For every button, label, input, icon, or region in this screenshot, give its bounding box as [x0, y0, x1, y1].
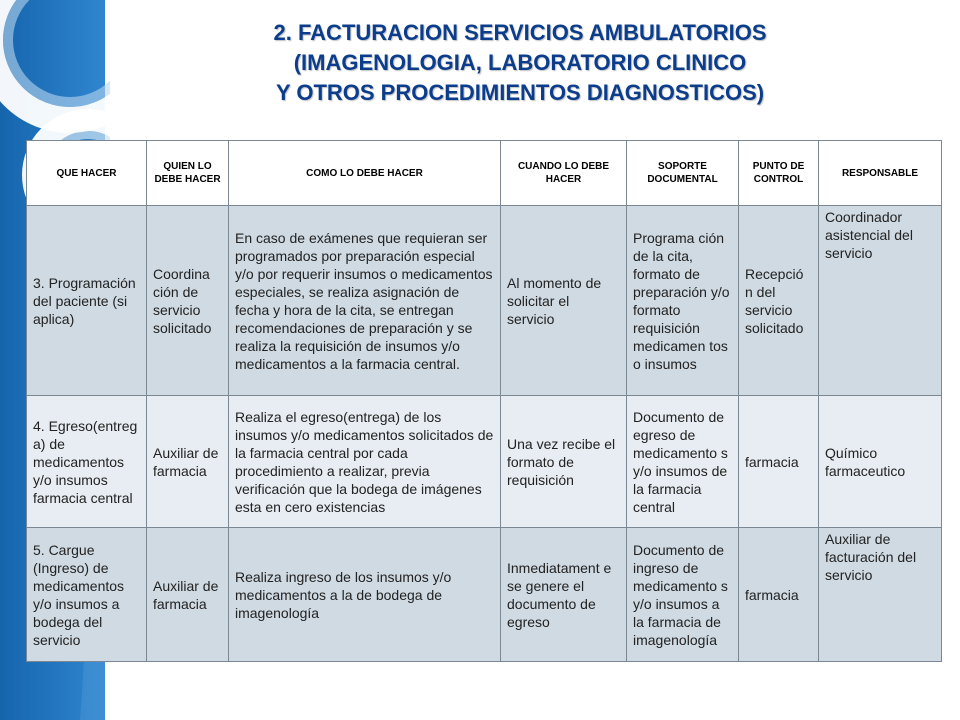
header-que-hacer: QUE HACER [27, 141, 147, 206]
cell-cuando: Inmediatament e se genere el documento de egreso [501, 528, 627, 662]
title-line-1: 2. FACTURACION SERVICIOS AMBULATORIOS [273, 20, 767, 45]
title-line-2: (IMAGENOLOGIA, LABORATORIO CLINICO [293, 50, 747, 75]
table-row [27, 206, 942, 396]
header-quien: QUIEN LO DEBE HACER [147, 141, 229, 206]
cell-que-hacer: 5. Cargue (Ingreso) de medicamentos y/o insumos a bodega del servicio [27, 528, 147, 662]
table-header-row [27, 141, 942, 206]
cell-soporte: Documento de ingreso de medicamento s y/o insumos a la farmacia de imagenología [627, 528, 739, 662]
header-punto-control: PUNTO DE CONTROL [739, 141, 819, 206]
cell-quien: Coordina ción de servicio solicitado [147, 206, 229, 396]
header-soporte: SOPORTE DOCUMENTAL [627, 141, 739, 206]
cell-punto-control: farmacia [739, 528, 819, 662]
cell-responsable: Coordinador asistencial del servicio [819, 206, 942, 396]
header-cuando: CUANDO LO DEBE HACER [501, 141, 627, 206]
cell-quien: Auxiliar de farmacia [147, 396, 229, 528]
table-row [27, 528, 942, 662]
cell-que-hacer: 4. Egreso(entreg a) de medicamentos y/o insumos farmacia central [27, 396, 147, 528]
cell-soporte: Programa ción de la cita, formato de preparación y/o formato requisición medicamen tos o insumos [627, 206, 739, 396]
table-row [27, 396, 942, 528]
cell-cuando: Una vez recibe el formato de requisición [501, 396, 627, 528]
cell-quien: Auxiliar de farmacia [147, 528, 229, 662]
cell-punto-control: Recepció n del servicio solicitado [739, 206, 819, 396]
cell-responsable: Químico farmaceutico [819, 396, 942, 528]
cell-como: Realiza el egreso(entrega) de los insumos y/o medicamentos solicitados de la farmacia central por cada procedimiento a realizar, previa verificación que la bodega de imágenes esta en cero existencias [229, 396, 501, 528]
cell-punto-control: farmacia [739, 396, 819, 528]
cell-responsable: Auxiliar de facturación del servicio [819, 528, 942, 662]
title-line-3: Y OTROS PROCEDIMIENTOS DIAGNOSTICOS) [275, 80, 765, 105]
header-como: COMO LO DEBE HACER [229, 141, 501, 206]
header-responsable: RESPONSABLE [819, 141, 942, 206]
cell-cuando: Al momento de solicitar el servicio [501, 206, 627, 396]
cell-soporte: Documento de egreso de medicamento s y/o insumos de la farmacia central [627, 396, 739, 528]
cell-que-hacer: 3. Programación del paciente (si aplica) [27, 206, 147, 396]
cell-como: En caso de exámenes que requieran ser programados por preparación especial y/o por requerir insumos o medicamentos especiales, se realiza asignación de fecha y hora de la cita, se entregan recomendaciones de preparación y se realiza la requisición de insumos y/o medicamentos a la farmacia central. [229, 206, 501, 396]
page-title [120, 18, 920, 108]
procedure-table [26, 140, 942, 662]
cell-como: Realiza ingreso de los insumos y/o medicamentos a la de bodega de imagenología [229, 528, 501, 662]
